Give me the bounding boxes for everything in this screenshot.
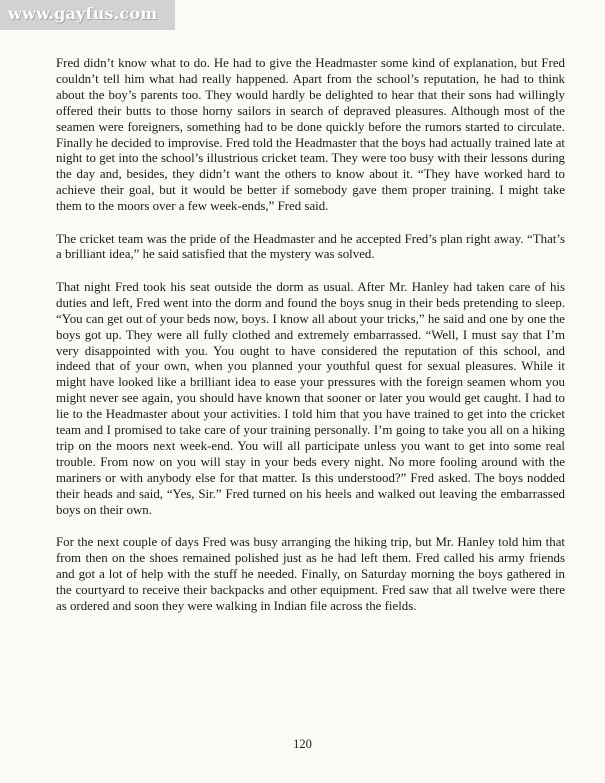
watermark-text: www.gayfus.com	[8, 4, 158, 23]
paragraph-2: The cricket team was the pride of the Headmaster and he accepted Fred’s plan right away. “That’s a brilliant idea,” he said satisfied that the mystery was solved.	[56, 231, 565, 262]
watermark-banner	[0, 0, 175, 30]
paragraph-4: For the next couple of days Fred was busy arranging the hiking trip, but Mr. Hanley told him that from then on the shoes remained polished just as he had left them. Fred called his army friends and got a lot of help with the stuff he needed. Finally, on Saturday morning the boys gathered in the courtyard to receive their backpacks and other equipment. Fred saw that all twelve were there as ordered and soon they were walking in Indian file across the fields.	[56, 534, 565, 613]
body-text	[56, 56, 565, 631]
paragraph-3: That night Fred took his seat outside the dorm as usual. After Mr. Hanley had taken care of his duties and left, Fred went into the dorm and found the boys snug in their beds pretending to sleep. “You can get out of your beds now, boys. I know all about your tricks,” he said and one by one the boys got up. They were all fully clothed and extremely embarrassed. “Well, I must say that I’m very disappointed with you. You ought to have considered the reputation of this school, and indeed that of your own, when you planned your youthful quest for sexual pleasures. While it might have looked like a brilliant idea to ease your pressures with the foreign seamen whom you might never see again, you should have known that sooner or later you would get caught. I had to lie to the Headmaster about your activities. I told him that you have trained to get into the cricket team and I promised to take care of your training personally. I’m going to take you all on a hiking trip on the moors next week-end. You will all participate unless you want to get into some real trouble. From now on you will stay in your beds every night. No more fooling around with the mariners or with anybody else for that matter. Is this understood?” Fred asked. The boys nodded their heads and said, “Yes, Sir.” Fred turned on his heels and walked out leaving the embarrassed boys on their own.	[56, 279, 565, 517]
page-number: 120	[293, 737, 312, 751]
paragraph-1: Fred didn’t know what to do. He had to give the Headmaster some kind of explanation, but Fred couldn’t tell him what had really happened. Apart from the school’s reputation, he had to think about the boy’s parents too. They would hardly be delighted to hear that their sons had willingly offered their butts to those horny sailors in search of depraved pleasures. Although most of the seamen were foreigners, something had to be done quickly before the rumors started to circulate. Finally he decided to improvise. Fred told the Headmaster that the boys had actually trained late at night to get into the school’s illustrious cricket team. They were too busy with their lessons during the day and, besides, they didn’t want the others to know about it. “They have worked hard to achieve their goal, but it would be better if somebody gave them proper training. I might take them to the moors over a few week-ends,” Fred said.	[56, 56, 565, 214]
